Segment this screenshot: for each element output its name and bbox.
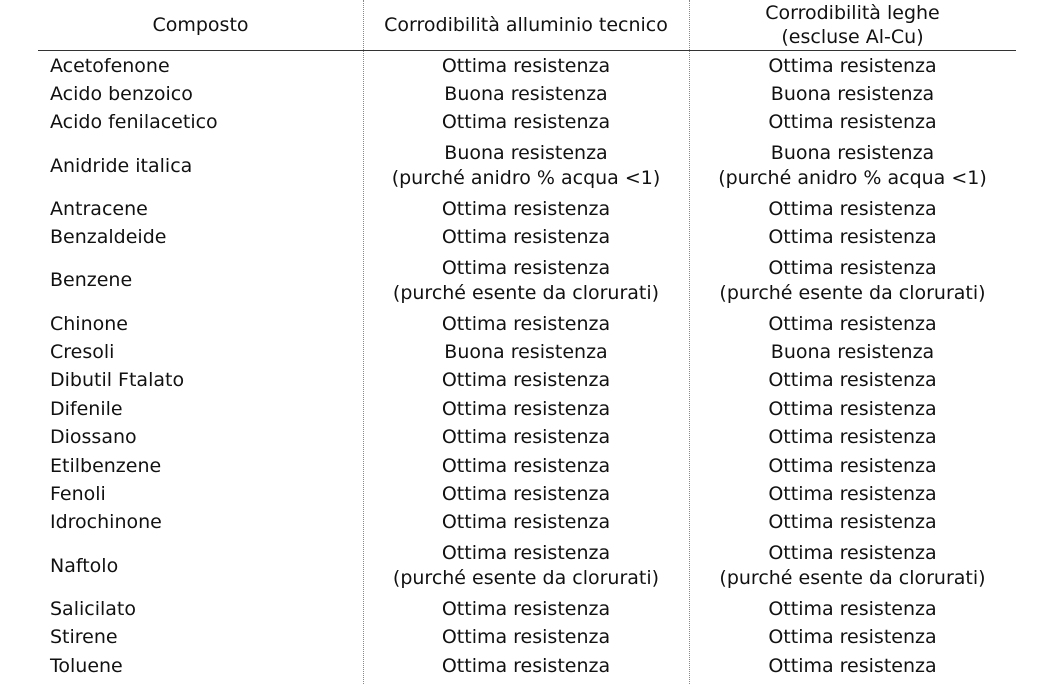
corrosion-resistance-table <box>38 0 1016 684</box>
cell-composto: Dibutil Ftalato <box>50 369 185 392</box>
cell-composto: Naftolo <box>50 554 119 577</box>
cell-composto: Salicilato <box>50 597 136 620</box>
table-row <box>38 452 1016 480</box>
table-body <box>38 52 1016 680</box>
cell-alluminio-tecnico: Ottima resistenza <box>441 397 611 420</box>
table-row <box>38 623 1016 651</box>
table-row <box>38 137 1016 195</box>
cell-leghe: Ottima resistenza <box>768 197 937 220</box>
cell-alluminio-tecnico: Ottima resistenza <box>441 454 611 477</box>
cell-leghe: Buona resistenza (purché anidro % acqua <1) <box>718 142 987 190</box>
cell-composto: Benzaldeide <box>50 226 167 249</box>
cell-alluminio-tecnico: Ottima resistenza <box>441 426 611 449</box>
cell-composto: Etilbenzene <box>50 454 162 477</box>
table-row <box>38 367 1016 395</box>
cell-composto: Acido fenilacetico <box>50 111 218 134</box>
cell-leghe: Buona resistenza <box>770 83 935 106</box>
header-corrodibilita-alluminio: Corrodibilità alluminio tecnico <box>384 14 668 36</box>
cell-leghe: Ottima resistenza (purché esente da clorurati) <box>719 256 986 304</box>
cell-composto: Idrochinone <box>50 511 162 534</box>
cell-leghe: Ottima resistenza <box>768 482 937 505</box>
table-row <box>38 395 1016 423</box>
table-row <box>38 652 1016 680</box>
cell-alluminio-tecnico: Buona resistenza (purché anidro % acqua <1) <box>391 142 661 190</box>
cell-alluminio-tecnico: Ottima resistenza <box>441 654 611 677</box>
cell-alluminio-tecnico: Ottima resistenza <box>441 312 611 335</box>
cell-leghe: Ottima resistenza <box>768 426 937 449</box>
table-row <box>38 310 1016 338</box>
cell-composto: Cresoli <box>50 341 115 364</box>
cell-composto: Anidride italica <box>50 154 193 177</box>
cell-leghe: Buona resistenza <box>770 341 935 364</box>
cell-alluminio-tecnico: Ottima resistenza <box>441 226 611 249</box>
cell-leghe: Ottima resistenza (purché esente da clorurati) <box>719 542 986 590</box>
cell-alluminio-tecnico: Ottima resistenza <box>441 111 611 134</box>
header-corrodibilita-leghe: Corrodibilità leghe (escluse Al-Cu) <box>765 2 940 48</box>
header-rule <box>38 50 1016 51</box>
cell-leghe: Ottima resistenza <box>768 312 937 335</box>
table-row <box>38 252 1016 310</box>
cell-alluminio-tecnico: Ottima resistenza <box>441 597 611 620</box>
cell-alluminio-tecnico: Buona resistenza <box>444 83 608 106</box>
table-row <box>38 595 1016 623</box>
table-header <box>38 0 1016 50</box>
cell-leghe: Ottima resistenza <box>768 454 937 477</box>
cell-alluminio-tecnico: Ottima resistenza <box>441 511 611 534</box>
cell-composto: Acetofenone <box>50 54 170 77</box>
table-row <box>38 224 1016 252</box>
cell-leghe: Ottima resistenza <box>768 369 937 392</box>
cell-leghe: Ottima resistenza <box>768 654 937 677</box>
cell-leghe: Ottima resistenza <box>768 511 937 534</box>
cell-alluminio-tecnico: Ottima resistenza (purché esente da clorurati) <box>392 256 660 304</box>
cell-composto: Toluene <box>50 654 123 677</box>
cell-composto: Chinone <box>50 312 128 335</box>
table-row <box>38 80 1016 108</box>
cell-alluminio-tecnico: Ottima resistenza <box>441 369 611 392</box>
cell-composto: Antracene <box>50 197 148 220</box>
cell-composto: Fenoli <box>50 482 106 505</box>
table-row <box>38 52 1016 80</box>
cell-alluminio-tecnico: Ottima resistenza <box>441 482 611 505</box>
cell-leghe: Ottima resistenza <box>768 597 937 620</box>
cell-composto: Difenile <box>50 397 123 420</box>
table-row <box>38 509 1016 537</box>
cell-leghe: Ottima resistenza <box>768 111 937 134</box>
table-row <box>38 109 1016 137</box>
cell-composto: Stirene <box>50 626 118 649</box>
cell-composto: Diossano <box>50 426 137 449</box>
cell-alluminio-tecnico: Ottima resistenza <box>441 197 611 220</box>
cell-composto: Benzene <box>50 269 133 292</box>
table-row <box>38 195 1016 223</box>
table-row <box>38 338 1016 366</box>
cell-alluminio-tecnico: Ottima resistenza (purché esente da clorurati) <box>392 542 660 590</box>
cell-alluminio-tecnico: Buona resistenza <box>444 341 608 364</box>
cell-composto: Acido benzoico <box>50 83 193 106</box>
cell-leghe: Ottima resistenza <box>768 226 937 249</box>
cell-leghe: Ottima resistenza <box>768 54 937 77</box>
cell-leghe: Ottima resistenza <box>768 397 937 420</box>
cell-leghe: Ottima resistenza <box>768 626 937 649</box>
cell-alluminio-tecnico: Ottima resistenza <box>441 626 611 649</box>
table-row <box>38 480 1016 508</box>
header-composto: Composto <box>152 14 249 36</box>
cell-alluminio-tecnico: Ottima resistenza <box>441 54 611 77</box>
table-row <box>38 424 1016 452</box>
table-row <box>38 537 1016 595</box>
